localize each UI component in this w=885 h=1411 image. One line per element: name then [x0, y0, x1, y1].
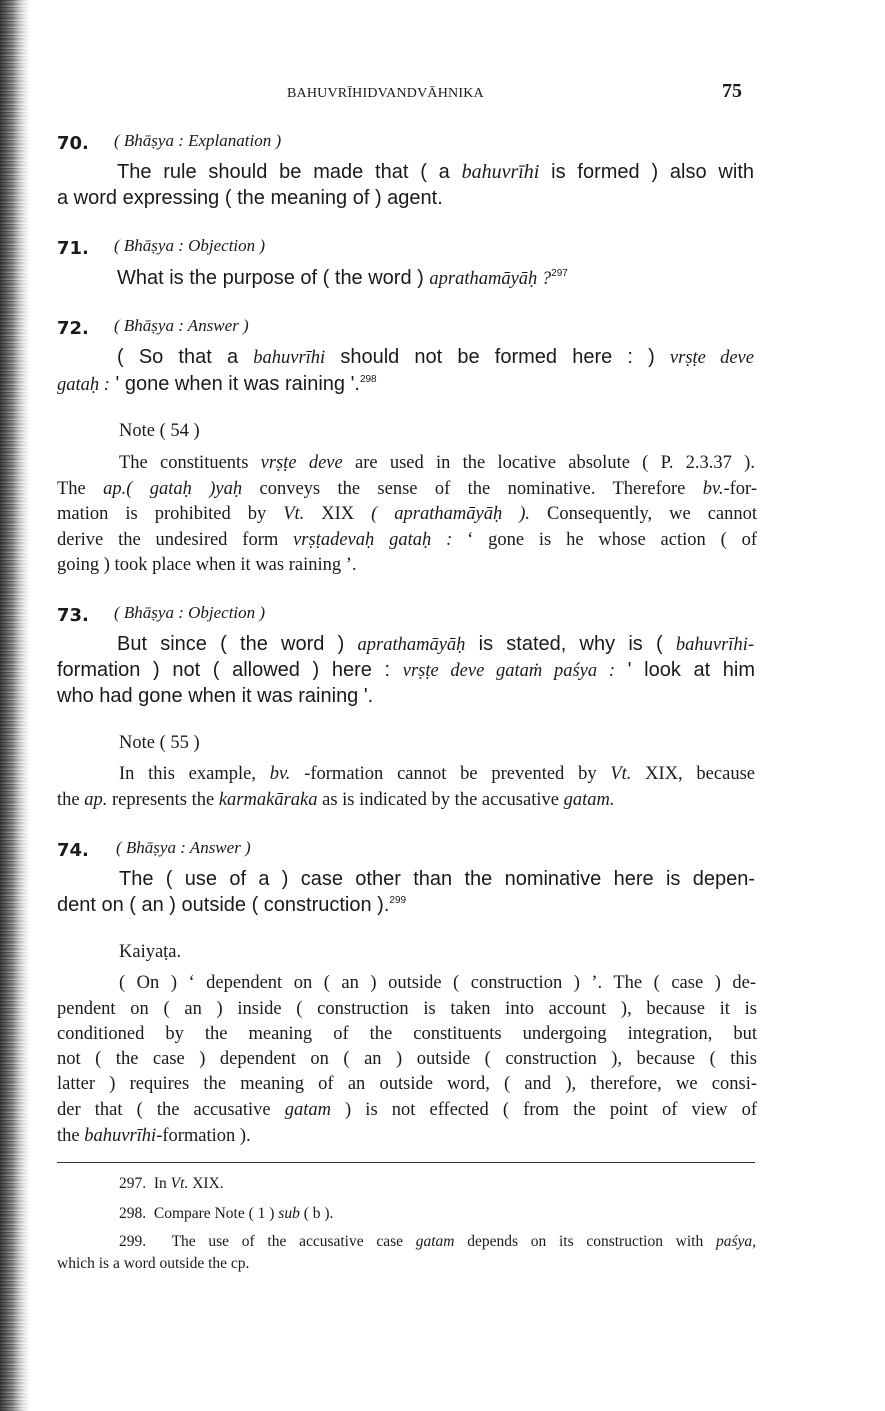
kaiyata-line-3: conditioned by the meaning of the constituents undergoing integration, but: [57, 1024, 757, 1044]
footnote-299-line-2: which is a word outside the cp.: [57, 1255, 250, 1272]
section-number-71: 71.: [57, 238, 89, 259]
section-74-line-2: dent on ( an ) outside ( construction ).$^{299}$: [57, 894, 407, 916]
note-54-line-1: The constituents vrṣṭe deve are used in the locative absolute ( P. 2.3.37 ).: [119, 453, 755, 473]
kaiyata-line-6: der that ( the accusative gatam ) is not effected ( from the point of view of: [57, 1100, 757, 1120]
section-number-73: 73.: [57, 605, 89, 626]
kaiyata-title: Kaiyaṭa.: [119, 942, 182, 962]
note-55-line-1: In this example, bv. -formation cannot be prevented by Vt. XIX, because: [119, 764, 755, 784]
section-number-72: 72.: [57, 318, 89, 339]
note-54-line-4: derive the undesired form vrṣṭadevaḥ gataḥ : ‘ gone is he whose action ( of: [57, 530, 757, 550]
footnote-298: 298. Compare Note ( 1 ) sub ( b ).: [119, 1205, 334, 1222]
footnote-ref-297: 297: [551, 268, 568, 279]
section-heading-72: ( Bhāṣya : Answer ): [114, 316, 249, 335]
section-72-line-2: gataḥ : ' gone when it was raining '.$^{298}$: [57, 373, 377, 395]
running-header: BAHUVRĪHIDVANDVĀHNIKA: [287, 86, 484, 101]
section-73-line-1: But since ( the word ) aprathamāyāḥ is stated, why is ( bahuvrīhi-: [117, 633, 754, 655]
kaiyata-line-1: ( On ) ‘ dependent on ( an ) outside ( construction ) ’. The ( case ) de-: [119, 973, 756, 993]
kaiyata-line-7: the bahuvrīhi-formation ).: [57, 1126, 251, 1146]
note-54-line-2: The ap.( gataḥ )yaḥ conveys the sense of the nominative. Therefore bv.-for-: [57, 479, 757, 499]
footnote-297: 297. In Vt. XIX.: [119, 1175, 224, 1192]
note-54-line-5: going ) took place when it was raining ’.: [57, 555, 357, 575]
section-74-line-1: The ( use of a ) case other than the nominative here is depen-: [119, 868, 755, 890]
footnote-299-line-1: 299. The use of the accusative case gatam depends on its construction with paśya,: [119, 1233, 757, 1250]
note-54-title: Note ( 54 ): [119, 421, 200, 441]
page-number: 75: [722, 80, 742, 102]
section-73-line-2: formation ) not ( allowed ) here : vrṣṭe deve gataṁ paśya : ' look at him: [57, 659, 756, 681]
kaiyata-line-5: latter ) requires the meaning of an outside word, ( and ), therefore, we consi-: [57, 1074, 757, 1094]
section-number-74: 74.: [57, 840, 89, 861]
kaiyata-line-4: not ( the case ) dependent on ( an ) outside ( construction ), because ( this: [57, 1049, 757, 1069]
kaiyata-line-2: pendent on ( an ) inside ( construction is taken into account ), because it is: [57, 999, 757, 1019]
scanned-binding-edge: [0, 0, 30, 1411]
footnote-separator: [57, 1162, 755, 1163]
note-55-title: Note ( 55 ): [119, 733, 200, 753]
section-heading-70: ( Bhāṣya : Explanation ): [114, 131, 282, 150]
section-number-70: 70.: [57, 133, 89, 154]
section-70-line-2: a word expressing ( the meaning of ) agent.: [57, 187, 443, 209]
section-heading-73: ( Bhāṣya : Objection ): [114, 603, 266, 622]
footnote-ref-299: 299: [389, 895, 407, 906]
section-71-line-1: What is the purpose of ( the word ) aprathamāyāḥ ?$^{297}$: [117, 267, 568, 289]
section-73-line-3: who had gone when it was raining '.: [57, 685, 374, 707]
section-heading-71: ( Bhāṣya : Objection ): [114, 236, 266, 255]
section-heading-74: ( Bhāṣya : Answer ): [116, 838, 251, 857]
section-72-line-1: ( So that a bahuvrīhi should not be formed here : ) vrṣṭe deve: [117, 346, 754, 368]
footnote-ref-298: 298: [359, 374, 377, 385]
note-55-line-2: the ap. represents the karmakāraka as is indicated by the accusative gatam.: [57, 790, 615, 810]
section-70-line-1: The rule should be made that ( a bahuvrīhi is formed ) also with: [117, 161, 754, 183]
note-54-line-3: mation is prohibited by Vt. XIX ( aprathamāyāḥ ). Consequently, we cannot: [57, 504, 758, 524]
